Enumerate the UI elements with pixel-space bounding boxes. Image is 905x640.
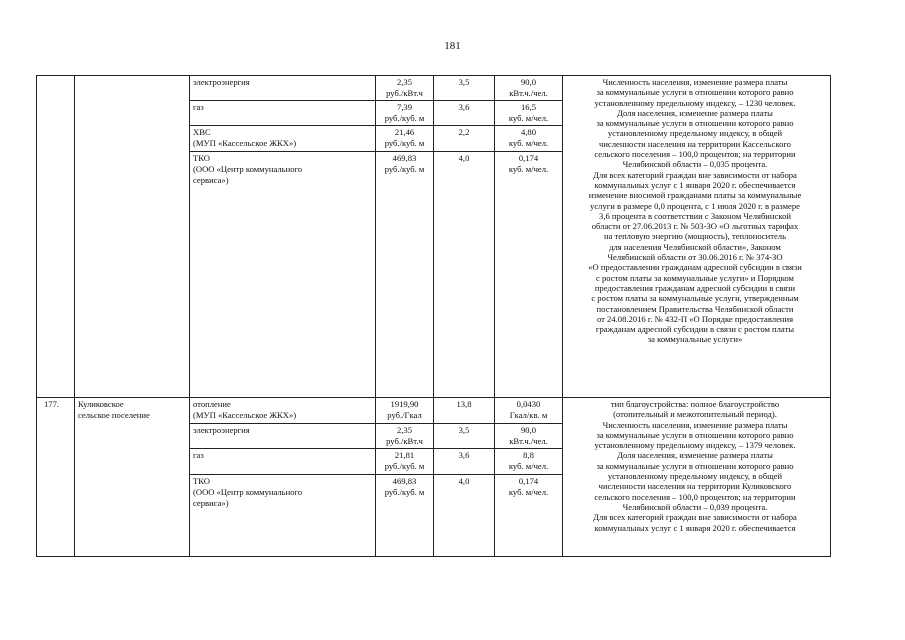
tariff-value: 469,83 руб./куб. м bbox=[384, 476, 425, 497]
tariff-value: 1919,90 руб./Гкал bbox=[387, 399, 422, 420]
row-divider bbox=[189, 448, 562, 449]
tariff-value: 2,35 руб./кВт.ч bbox=[386, 425, 423, 446]
table-border-top bbox=[36, 75, 831, 76]
norm-value: 0,174 куб. м/чел. bbox=[508, 153, 549, 174]
service-name: газ bbox=[193, 450, 204, 460]
tariff-value: 2,35 руб./кВт.ч bbox=[386, 77, 423, 98]
tariff-value: 21,81 руб./куб. м bbox=[384, 450, 425, 471]
service-name: электроэнергия bbox=[193, 425, 250, 435]
norm-value: 90,0 кВт.ч./чел. bbox=[509, 425, 548, 446]
service-name: ТКО (ООО «Центр коммунального сервиса») bbox=[193, 153, 303, 185]
settlement-name: Куликовское сельское поселение bbox=[78, 399, 150, 420]
column-divider bbox=[74, 75, 75, 557]
table-border-bottom bbox=[36, 556, 831, 557]
table-border-left bbox=[36, 75, 37, 557]
index-value: 13,8 bbox=[456, 399, 472, 409]
row-divider bbox=[189, 151, 562, 152]
service-name: ТКО (ООО «Центр коммунального сервиса») bbox=[193, 476, 303, 508]
index-value: 3,6 bbox=[458, 450, 470, 460]
row-divider bbox=[189, 474, 562, 475]
norm-value: 0,174 куб. м/чел. bbox=[508, 476, 549, 497]
row-divider bbox=[189, 125, 562, 126]
tariff-value: 21,46 руб./куб. м bbox=[384, 127, 425, 148]
index-value: 2,2 bbox=[458, 127, 470, 137]
service-name: ХВС (МУП «Кассельское ЖКХ») bbox=[193, 127, 297, 148]
norm-value: 0,0430 Гкал/кв. м bbox=[509, 399, 548, 420]
index-value: 3,5 bbox=[458, 77, 470, 87]
table-border-right bbox=[830, 75, 831, 557]
tariff-value: 469,83 руб./куб. м bbox=[384, 153, 425, 174]
column-divider bbox=[189, 75, 190, 557]
index-value: 3,5 bbox=[458, 425, 470, 435]
norm-value: 16,5 куб. м/чел. bbox=[508, 102, 549, 123]
service-name: электроэнергия bbox=[193, 77, 250, 87]
page-number: 181 bbox=[444, 40, 461, 52]
row-divider bbox=[189, 423, 562, 424]
tariff-value: 7,39 руб./куб. м bbox=[384, 102, 425, 123]
column-divider bbox=[562, 75, 563, 557]
index-value: 3,6 bbox=[458, 102, 470, 112]
row-divider bbox=[36, 397, 831, 398]
norm-value: 90,0 кВт.ч./чел. bbox=[509, 77, 548, 98]
entry-number: 177. bbox=[44, 399, 60, 409]
description-text: Численность населения, изменение размера платы за коммунальные услуги в отношении которого равно установленному предельному индексу, – 1230 человек. Доля населения, изменение размера платы за коммунальные услуги в отношении которого равно установленному предельному индексу, в общей численности населения на территории Кассельского сельского поселения – 100,0 процентов; на территории Челябинской области – 0,035 процента. Для всех категорий граждан вне зависимости от набора коммунальных услуг с 1 января 2020 г. обеспечивается изменение вносимой гражданами платы за коммунальные услуги в размере 0,0 процента, с 1 июля 2020 г. в размере 3,6 процента в соответствии с Законом Челябинской области от 27.06.2013 г. № 503-ЗО «О льготных тарифах на тепловую энергию (мощность), теплоноситель для населения Челябинской области», Законом Челябинской области от 30.06.2016 г. № 374-ЗО «О предоставлении гражданам адресной субсидии в связи с ростом платы за коммунальные услуги» и Порядком предоставления гражданам адресной субсидии в связи с ростом платы за коммунальные услуги, утвержденным постановлением Правительства Челябинской области от 24.08.2016 г. № 432-П «О Порядке предоставления гражданам адресной субсидии в связи с ростом платы за коммунальные услуги» bbox=[588, 77, 802, 345]
index-value: 4,0 bbox=[458, 476, 470, 486]
service-name: отопление (МУП «Кассельское ЖКХ») bbox=[193, 399, 297, 420]
norm-value: 4,80 куб. м/чел. bbox=[508, 127, 549, 148]
service-name: газ bbox=[193, 102, 204, 112]
norm-value: 8,8 куб. м/чел. bbox=[508, 450, 549, 471]
row-divider bbox=[189, 100, 562, 101]
index-value: 4,0 bbox=[458, 153, 470, 163]
description-text: тип благоустройства: полное благоустройство (отопительный и межотопительный период). Численность населения, изменение размера платы за коммунальные услуги в отношении которого равно установленному предельному индексу, – 1379 человек. Доля населения, изменение размера платы за коммунальные услуги в отношении которого равно установленному предельному индексу, в общей численности населения на территории Куликовского сельского поселения – 100,0 процентов; на территории Челябинской области – 0,039 процента. Для всех категорий граждан вне зависимости от набора коммунальных услуг с 1 января 2020 г. обеспечивается bbox=[593, 399, 797, 533]
